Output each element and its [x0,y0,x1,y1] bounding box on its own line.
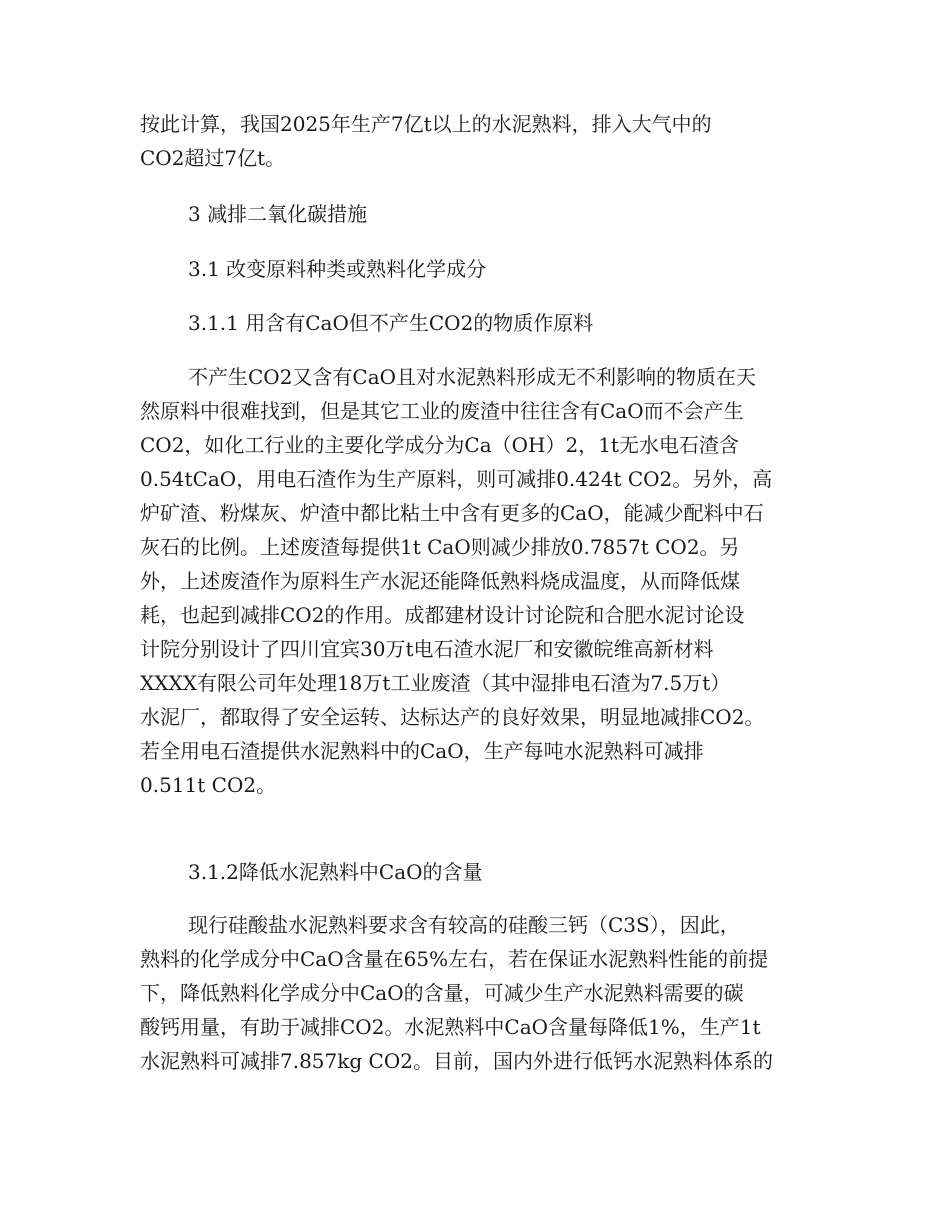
text-line: 然原料中很难找到，但是其它工业的废渣中往往含有CaO而不会产生 [140,399,744,423]
text-line: 外，上述废渣作为原料生产水泥还能降低熟料烧成温度，从而降低煤 [140,569,740,593]
text-line: 熟料的化学成分中CaO含量在65%左右，若在保证水泥熟料性能的前提 [140,947,769,971]
text-line: CO2，如化工行业的主要化学成分为Ca（OH）2，1t无水电石渣含 [140,433,739,457]
text-line: 若全用电石渣提供水泥熟料中的CaO，生产每吨水泥熟料可减排 [140,739,704,763]
text-line: XXXX有限公司年处理18万t工业废渣（其中湿排电石渣为7.5万t） [140,671,731,695]
text-line: 水泥熟料可减排7.857kg CO2。目前，国内外进行低钙水泥熟料体系的 [140,1049,773,1073]
paragraph-3-1-2 [140,908,812,1078]
section-heading-3 [140,197,812,231]
text-line: 计院分别设计了四川宜宾30万t电石渣水泥厂和安徽皖维高新材料 [140,637,714,661]
text-line: 按此计算，我国2025年生产7亿t以上的水泥熟料，排入大气中的 [140,112,712,136]
text-line: 耗，也起到减排CO2的作用。成都建材设计讨论院和合肥水泥讨论设 [140,603,745,627]
heading-text: 3 减排二氧化碳措施 [188,202,368,226]
section-heading-3-1 [140,252,812,286]
text-line: 酸钙用量，有助于减排CO2。水泥熟料中CaO含量每降低1%，生产1t [140,1015,761,1039]
text-line: 水泥厂，都取得了安全运转、达标达产的良好效果，明显地减排CO2。 [140,705,765,729]
intro-paragraph [140,107,812,175]
text-line: 不产生CO2又含有CaO且对水泥熟料形成无不利影响的物质在天 [188,365,757,389]
text-line: 现行硅酸盐水泥熟料要求含有较高的硅酸三钙（C3S），因此， [188,913,740,937]
text-line: 0.511t CO2。 [140,773,277,797]
paragraph-3-1-1 [140,360,812,802]
heading-text: 3.1 改变原料种类或熟料化学成分 [188,257,487,281]
heading-text: 3.1.1 用含有CaO但不产生CO2的物质作原料 [188,311,594,335]
heading-text: 3.1.2降低水泥熟料中CaO的含量 [188,860,483,884]
text-line: 炉矿渣、粉煤灰、炉渣中都比粘土中含有更多的CaO，能减少配料中石 [140,501,764,525]
text-line: 0.54tCaO，用电石渣作为生产原料，则可减排0.424t CO2。另外，高 [140,467,773,491]
text-line: 下，降低熟料化学成分中CaO的含量，可减少生产水泥熟料需要的碳 [140,981,744,1005]
text-line: CO2超过7亿t。 [140,146,286,170]
section-heading-3-1-2 [140,855,812,889]
text-line: 灰石的比例。上述废渣每提供1t CaO则减少排放0.7857t CO2。另 [140,535,740,559]
section-heading-3-1-1 [140,306,812,340]
